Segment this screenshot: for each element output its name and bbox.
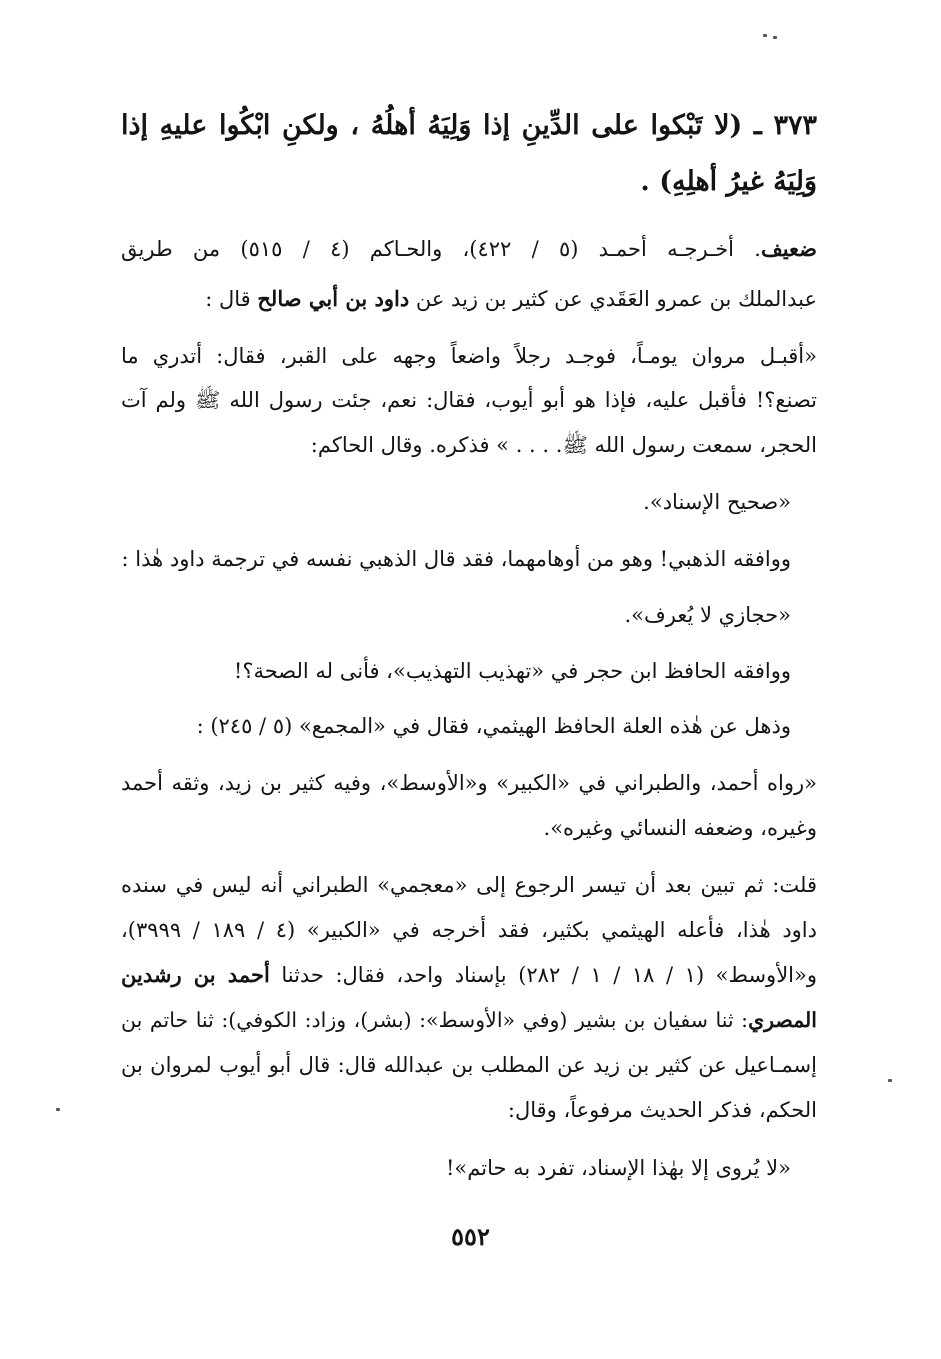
narrator-name: داود بن أبي صالح	[257, 286, 410, 311]
text-line: ووافقه الحافظ ابن حجر في «تهذيب التهذيب»، فأنى له الصحة؟!	[233, 659, 791, 683]
text-line: قلت: ثم تبين بعد أن تيسر الرجوع إلى «معجمي» الطبراني أنه ليس في سنده	[121, 873, 817, 897]
text-line	[121, 955, 817, 995]
page-number: ٥٥٢	[451, 1222, 490, 1251]
quote-line: «رواه أحمد، والطبراني في «الكبير» و«الأوسط»، وفيه كثير بن زيد، وثقه أحمد	[121, 771, 817, 795]
text-line: الحجر، سمعت رسول الله ﷺ. . . . » فذكره. وقال الحاكم:	[310, 433, 817, 457]
text-line	[121, 279, 817, 319]
scan-speck	[773, 36, 777, 39]
text-line: إسمـاعيل عن كثير بن زيد عن المطلب بن عبدالله قال: قال أبو أيوب لمروان بن	[121, 1053, 817, 1077]
text-line: وذهل عن هٰذه العلة الحافظ الهيثمي، فقال في «المجمع» (٥ / ٢٤٥) :	[196, 714, 791, 738]
line-text: و«الأوسط» (١ / ١٨ / ١ / ٢٨٢) بإسناد واحد، فقال: حدثنا	[269, 963, 817, 987]
quote-line: «لا يُروى إلا بهٰذا الإسناد، تفرد به حاتم»!	[445, 1156, 791, 1180]
text-line	[121, 229, 817, 269]
text-line: الحكم، فذكر الحديث مرفوعاً، وقال:	[507, 1098, 817, 1122]
scan-speck	[56, 1108, 60, 1111]
line-text: . أخـرجـه أحمـد (٥ / ٤٢٢)، والحـاكم (٤ / ٥١٥) من طريق	[121, 237, 761, 261]
text-line: تصنع؟! فأقبل عليه، فإذا هو أبو أيوب، فقال: نعم، جئت رسول الله ﷺ ولم آت	[121, 388, 817, 412]
text-line: «أقبـل مروان يومـاً، فوجـد رجلاً واضعاً وجهه على القبر، فقال: أتدري ما	[121, 344, 817, 368]
narrator-name: أحمد بن رشدين	[121, 962, 270, 987]
text-line: داود هٰذا، فأعله الهيثمي بكثير، فقد أخرجه في «الكبير» (٤ / ١٨٩ / ٣٩٩٩)،	[121, 918, 817, 942]
quote-line: «حجازي لا يُعرف».	[624, 603, 791, 627]
scan-speck	[888, 1079, 892, 1082]
text-line: ووافقه الذهبي! وهو من أوهامهما، فقد قال الذهبي نفسه في ترجمة داود هٰذا :	[121, 547, 791, 571]
narrator-name: المصري	[748, 1008, 817, 1032]
grading-label: ضعيف	[760, 236, 817, 261]
line-text: : ثنا سفيان بن بشير (وفي «الأوسط»: (بشر)، وزاد: الكوفي): ثنا حاتم بن	[121, 1008, 749, 1032]
scan-speck	[763, 34, 767, 37]
line-text: قال :	[205, 287, 258, 311]
hadith-heading-line-1: ٣٧٣ ـ (لا تَبْكوا على الدِّينِ إذا وَلِيَهُ أهلُهُ ، ولكنِ ابْكُوا عليهِ إذا	[121, 110, 817, 141]
quote-line: وغيره، وضعفه النسائي وغيره».	[543, 816, 817, 840]
text-line	[121, 1000, 817, 1040]
line-text: عبدالملك بن عمرو العَقَدي عن كثير بن زيد عن	[409, 287, 817, 311]
quote-line: «صحيح الإسناد».	[643, 490, 791, 514]
hadith-heading-line-2: وَلِيَهُ غيرُ أهلِهِ) .	[640, 166, 817, 197]
